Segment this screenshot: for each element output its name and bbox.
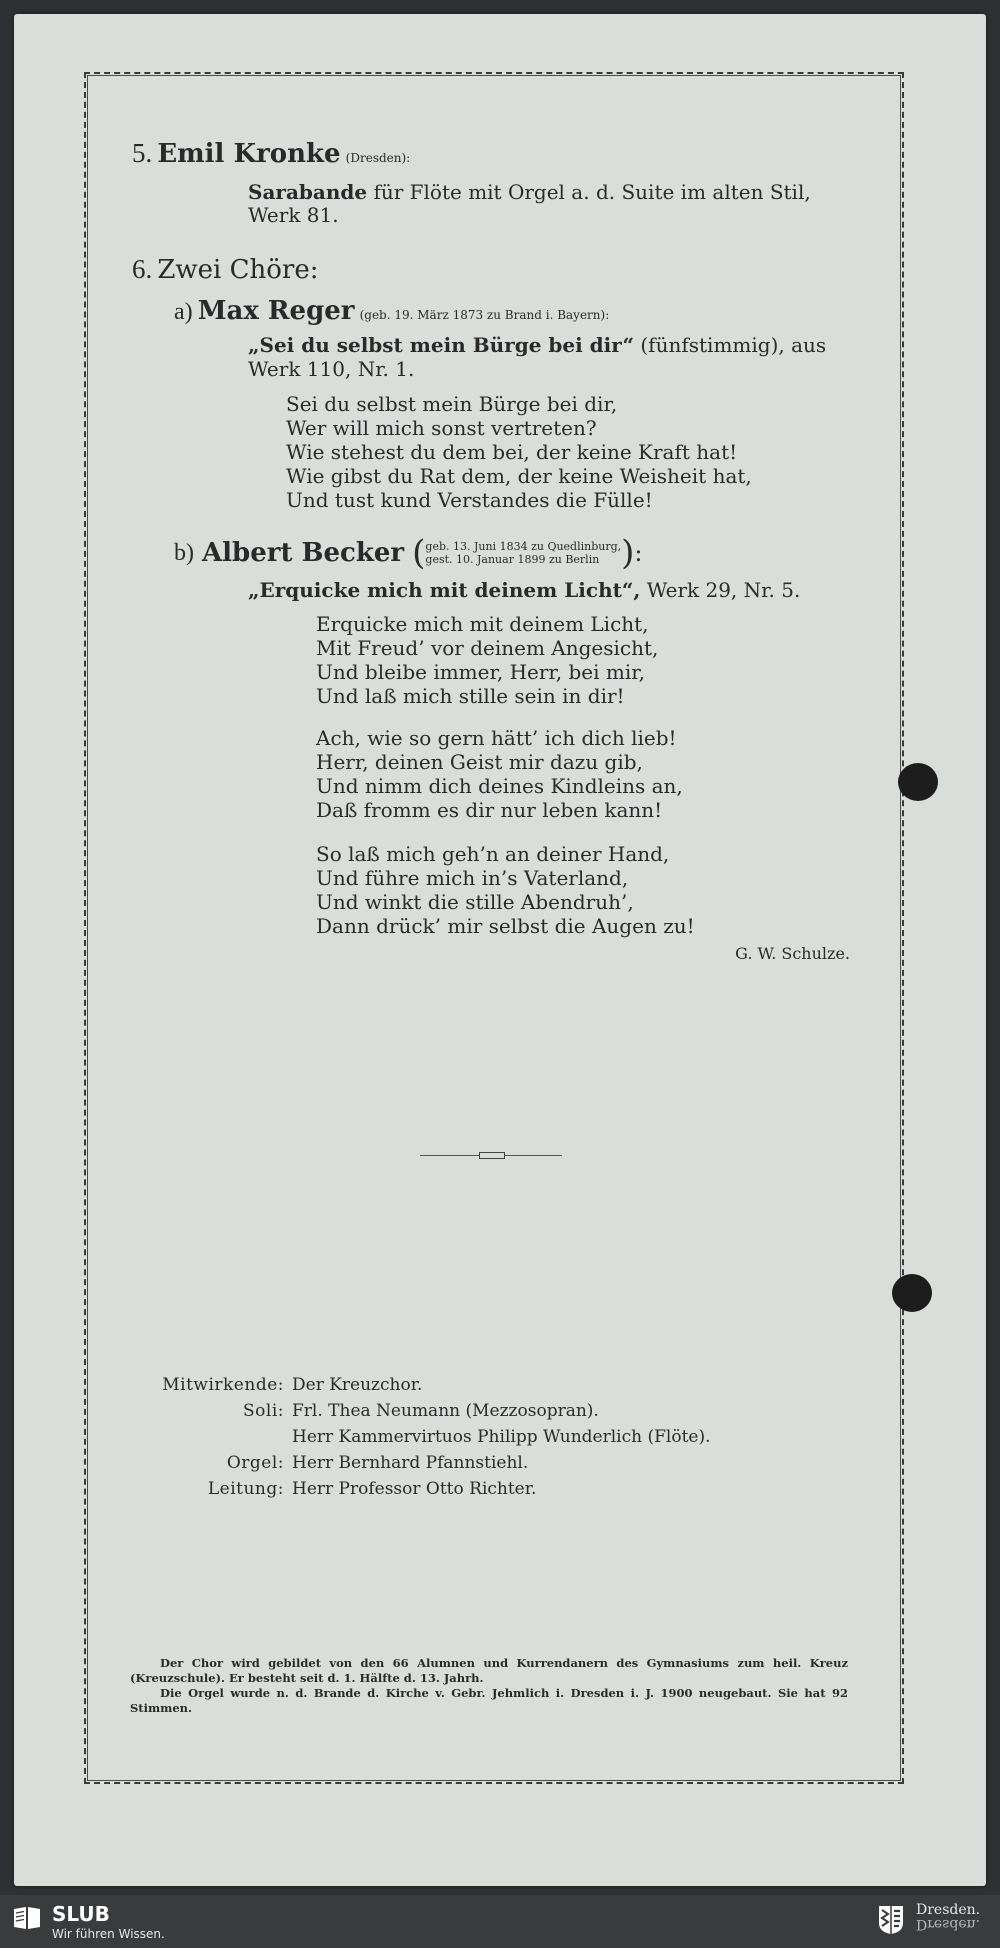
item5-heading: [132, 138, 410, 169]
poem-line: Sei du selbst mein Bürge bei dir,: [286, 392, 618, 416]
poem-line: Daß fromm es dir nur leben kann!: [316, 798, 663, 822]
item5-number: 5.: [132, 138, 153, 168]
item6b-stanza-3: [316, 842, 695, 938]
poem-line: Und führe mich in’s Vaterland,: [316, 866, 629, 890]
item6a-heading: [174, 296, 609, 326]
credit-label: [120, 1424, 292, 1450]
item6a-work-line1: [248, 333, 826, 357]
credit-row: [120, 1424, 711, 1450]
item6b-stanza-1: [316, 612, 658, 708]
item5-work-rest: für Flöte mit Orgel a. d. Suite im alten Stil,: [373, 180, 811, 204]
item6b-note-death: gest. 10. Januar 1899 zu Berlin: [425, 553, 600, 566]
credit-row: [120, 1476, 711, 1502]
item6b-work-line: [248, 578, 800, 602]
footnote-organ: Die Orgel wurde n. d. Brande d. Kirche v. Gebr. Jehmlich i. Dresden i. J. 1900 neugebaut. Sie hat 92 Stimmen.: [130, 1686, 848, 1715]
item6b-stanza-2: [316, 726, 683, 822]
viewer-footer: [0, 1895, 1000, 1948]
item6a-work-rest: (fünfstimmig), aus: [640, 333, 827, 357]
item5-work-title: Sarabande: [248, 180, 368, 204]
poem-line: Und winkt die stille Abendruh’,: [316, 890, 634, 914]
item6b-marker: b): [174, 539, 194, 566]
footnote-choir: Der Chor wird gebildet von den 66 Alumnen und Kurrendanern des Gymnasiums zum heil. Kreuz (Kreuzschule). Er besteht seit d. 1. Hälfte d. 13. Jahrh.: [130, 1656, 848, 1685]
credit-value: Der Kreuzchor.: [292, 1375, 423, 1395]
city-crest-icon[interactable]: [878, 1905, 904, 1935]
item6a-work-title: „Sei du selbst mein Bürge bei dir“: [248, 333, 635, 357]
item6a-poem: [286, 392, 752, 512]
item6a-work-line2: Werk 110, Nr. 1.: [248, 357, 415, 381]
poem-line: Erquicke mich mit deinem Licht,: [316, 612, 649, 636]
poem-line: Dann drück’ mir selbst die Augen zu!: [316, 914, 695, 938]
poem-line: Wer will mich sonst vertreten?: [286, 416, 597, 440]
credit-label: Soli:: [243, 1401, 284, 1421]
credit-row: [120, 1372, 711, 1398]
item6-number: 6.: [132, 254, 153, 284]
item6a-composer: Max Reger: [197, 296, 355, 326]
item6-title: Zwei Chöre:: [157, 255, 319, 285]
item6b-work-title: „Erquicke mich mit deinem Licht“,: [248, 578, 641, 602]
poem-line: Herr, deinen Geist mir dazu gib,: [316, 750, 643, 774]
footnote: [130, 1656, 848, 1716]
item5-work-line1: [248, 180, 811, 204]
poem-line: Und laß mich stille sein in dir!: [316, 684, 625, 708]
credit-value: Herr Kammervirtuos Philipp Wunderlich (Flöte).: [292, 1427, 711, 1447]
item6b-work-rest: Werk 29, Nr. 5.: [646, 578, 801, 602]
poet-signature: G. W. Schulze.: [735, 944, 850, 963]
credit-label: Orgel:: [226, 1453, 284, 1473]
ornamental-divider: [420, 1152, 562, 1160]
slub-logo-icon[interactable]: [12, 1905, 42, 1931]
item6b-colon: :: [634, 539, 643, 567]
punch-hole-lower: [892, 1274, 932, 1312]
poem-line: Und nimm dich deines Kindleins an,: [316, 774, 683, 798]
item6b-composer: Albert Becker: [202, 538, 405, 568]
city-logo-text-top: Dresden.: [916, 1902, 981, 1918]
city-logo-text-mirror: Dresden.: [916, 1916, 981, 1932]
poem-line: Und tust kund Verstandes die Fülle!: [286, 488, 653, 512]
poem-line: Wie stehest du dem bei, der keine Kraft hat!: [286, 440, 738, 464]
item6b-note-birth: geb. 13. Juni 1834 zu Quedlinburg,: [425, 540, 622, 553]
item6b-heading: [174, 533, 643, 573]
item5-work-line2: Werk 81.: [248, 203, 339, 227]
poem-line: So laß mich geh’n an deiner Hand,: [316, 842, 670, 866]
punch-hole-upper: [898, 763, 938, 801]
item6b-note: [425, 540, 621, 566]
library-name[interactable]: SLUB: [52, 1902, 110, 1926]
performer-credits: [120, 1372, 711, 1502]
item6b-paren-close: ): [621, 533, 635, 573]
poem-line: Wie gibst du Rat dem, der keine Weisheit hat,: [286, 464, 752, 488]
credit-row: [120, 1450, 711, 1476]
credit-label: Mitwirkende:: [162, 1375, 284, 1395]
credit-value: Herr Bernhard Pfannstiehl.: [292, 1453, 529, 1473]
poem-line: Ach, wie so gern hätt’ ich dich lieb!: [316, 726, 677, 750]
credit-label: Leitung:: [207, 1479, 284, 1499]
item5-note: (Dresden):: [345, 151, 411, 165]
item6a-marker: a): [174, 299, 193, 325]
item6b-paren-open: (: [412, 533, 426, 573]
item6a-note: (geb. 19. März 1873 zu Brand i. Bayern):: [359, 308, 610, 322]
item6-heading: [132, 254, 319, 285]
credit-value: Herr Professor Otto Richter.: [292, 1479, 537, 1499]
city-logo-text[interactable]: [916, 1903, 980, 1931]
divider-ornament: [479, 1152, 505, 1159]
credit-value: Frl. Thea Neumann (Mezzosopran).: [292, 1401, 599, 1421]
item5-composer: Emil Kronke: [157, 139, 341, 169]
library-tagline: Wir führen Wissen.: [52, 1927, 165, 1941]
poem-line: Mit Freud’ vor deinem Angesicht,: [316, 636, 659, 660]
credit-row: [120, 1398, 711, 1424]
poem-line: Und bleibe immer, Herr, bei mir,: [316, 660, 645, 684]
